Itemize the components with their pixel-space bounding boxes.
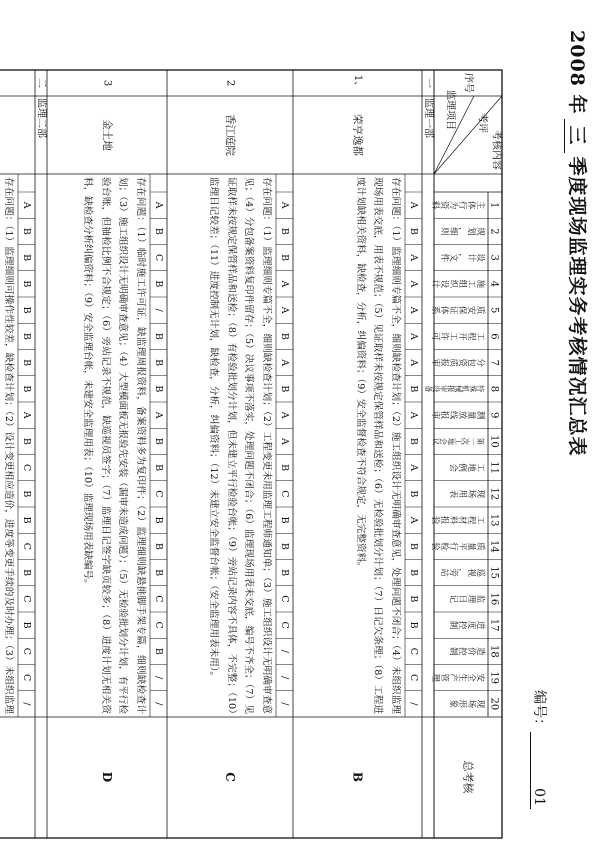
criteria-number: 13 <box>488 513 500 527</box>
grade-cell: C <box>153 490 164 498</box>
grade-cell: B <box>153 227 164 235</box>
grade-cell: C <box>21 542 32 551</box>
grade-cell: / <box>153 702 164 706</box>
grade-cell: B <box>21 306 32 314</box>
grade-cell: B <box>408 595 419 603</box>
project-seq: 3 <box>101 79 113 87</box>
serial-label: 编号： <box>531 690 547 732</box>
grade-cell: A <box>408 516 419 524</box>
project-seq: 2 <box>224 79 236 87</box>
grade-cell: A <box>279 280 290 288</box>
grade-cell: A <box>279 437 290 445</box>
criteria-label: 主体行为资料 <box>430 200 485 210</box>
header-seq: 序号 <box>462 73 474 93</box>
project-name <box>0 114 1 156</box>
grade-cell: B <box>279 516 290 524</box>
project-issues: 存在问题：（1）临时施工许可证，缺监理周报资料，备案资料多为复印件；（2）监理细则缺悬挑脚手架专篇，细则缺检查计划；（3）施工组织设计无明确审查意见；（4）大型模面板无报验先安装（漏审未造成问题）；（5）无检验批划分计划，有平行检验台账，但抽检比例不合规定；（6）旁站记录不规范，缺巡视员签字；（7）监理日记签字缺页较多；（8）进度计划无相关资料，缺检查分析纠偏资料；（9）安全监理台帐，未建安全监理用表；（10）监理现场用表缺编号。 <box>82 177 146 714</box>
criteria-label: 工程开工许可 <box>430 332 485 341</box>
project-name: 荣亨逸都 <box>351 114 364 156</box>
grade-cell: B <box>153 464 164 472</box>
grade-cell: B <box>21 385 32 393</box>
criteria-label: 设计，文件 <box>439 253 485 262</box>
criteria-label: 测量放线报审 <box>430 410 485 420</box>
grade-cell: B <box>21 332 32 340</box>
grade-cell: B <box>279 254 290 262</box>
criteria-label: 第一次工地会议 <box>431 437 485 445</box>
grade-cell: C <box>408 673 419 682</box>
grade-cell: C <box>21 463 32 472</box>
grade-cell: C <box>153 253 164 262</box>
title-year: 2008 年 <box>566 30 588 115</box>
criteria-number: 16 <box>488 592 500 606</box>
grade-cell: / <box>279 649 290 653</box>
criteria-number: 7 <box>488 359 500 366</box>
criteria-label: 工地例会 <box>448 463 485 472</box>
grade-cell: B <box>153 332 164 340</box>
grade-cell: A <box>279 359 290 367</box>
grade-cell: B <box>153 647 164 655</box>
group-roman: 二 <box>35 78 47 88</box>
grade-cell: B <box>408 437 419 445</box>
criteria-number: 19 <box>488 671 500 684</box>
grade-cell: B <box>153 385 164 393</box>
grade-cell: / <box>408 702 419 706</box>
grade-cell: A <box>408 464 419 472</box>
grade-cell: A <box>153 201 164 209</box>
grade-cell: B <box>21 280 32 288</box>
criteria-label: 现场形象 <box>448 699 485 709</box>
project-total: D <box>100 771 114 783</box>
criteria-label: 质安保证体系 <box>430 305 485 315</box>
criteria-number: 4 <box>488 280 500 288</box>
criteria-number: 5 <box>488 306 500 314</box>
grade-cell: B <box>279 542 290 550</box>
project-name: 金土地 <box>101 119 113 151</box>
serial-value: 01 <box>530 732 547 809</box>
criteria-label: 造价控制 <box>448 647 485 656</box>
project-issues: 存在问题：（1）监理细则专篇不全，细则缺检查计划；（2）工程变更未用监理工程师通知单；（3）施工组织设计无明确审查意见；（4）分包备案资料复印件留存；（5）决议事项不落实，处理问题不闭合；（6）监理现场用表未交底，编号不齐全；（7）见证取样未按规定保管样品和送检；（8）有检验批划分计划，但未建立平行检验台帐；（9）旁站记录内容不具体，不完整；（10）监理日记较差；（11）进度控制无计划，缺检查，分析，纠偏资料；（12）未建立安全监督台帐；（安全监理用表未用）。 <box>208 177 272 714</box>
grade-cell: A <box>408 254 419 262</box>
grade-cell: / <box>153 676 164 680</box>
grade-cell: B <box>408 385 419 393</box>
criteria-label: 监理日记 <box>448 594 485 604</box>
grade-cell: C <box>279 595 290 603</box>
criteria-label: 现场用表 <box>448 489 485 499</box>
group-roman: 一 <box>422 78 434 88</box>
grade-cell: A <box>408 332 419 340</box>
grade-cell: B <box>279 227 290 235</box>
criteria-number: 9 <box>488 411 500 419</box>
criteria-number: 6 <box>488 333 500 340</box>
grade-cell: B <box>153 359 164 367</box>
criteria-label: 分包资质报审 <box>430 358 485 367</box>
project-total <box>0 772 1 782</box>
group-name: 监理二部 <box>35 98 47 138</box>
grade-cell: C <box>21 673 32 682</box>
grade-cell: B <box>279 332 290 340</box>
group-name: 监理一部 <box>422 98 434 138</box>
criteria-number: 20 <box>488 697 500 711</box>
grade-cell: B <box>279 569 290 577</box>
criteria-label: 特殊机械报审设备 <box>424 385 485 393</box>
grade-cell: A <box>279 306 290 314</box>
grade-cell: B <box>279 464 290 472</box>
grade-cell: B <box>153 437 164 445</box>
grade-cell: B <box>21 569 32 577</box>
header-total: 总考核 <box>461 760 475 794</box>
header-content: 考核内容 <box>490 130 502 170</box>
grade-cell: B <box>153 569 164 577</box>
grade-cell: / <box>279 676 290 680</box>
criteria-label: 进度控制 <box>448 620 485 630</box>
title-quarter: 三 <box>564 119 592 153</box>
criteria-number: 3 <box>488 254 500 261</box>
grade-cell: B <box>21 254 32 262</box>
project-name: 香江庭院 <box>224 114 236 156</box>
project-total: C <box>223 772 237 782</box>
grade-cell: C <box>21 647 32 656</box>
criteria-number: 14 <box>488 540 500 553</box>
grade-cell: B <box>408 621 419 629</box>
criteria-number: 2 <box>488 228 500 235</box>
header-evaluation: 考评 <box>476 113 488 133</box>
grade-cell: C <box>153 595 164 603</box>
grade-cell: A <box>153 411 164 419</box>
header-project: 监理项目 <box>444 90 456 130</box>
grade-cell: B <box>408 227 419 235</box>
grade-cell: C <box>408 647 419 656</box>
grade-cell: B <box>153 280 164 288</box>
criteria-number: 11 <box>488 461 500 474</box>
grade-cell: B <box>153 542 164 550</box>
grade-cell: B <box>21 621 32 629</box>
project-issues: 存在问题：（1）监理细则专篇不全，细则缺检查计划；（2）施工组织设计无明确审查意见，处理问题不闭合；（4）未组织监理现场用表交底，用表不规范；（5）见证取样未按规定保管样品和送检；（6）无检验批划分计划；（7）日记欠条理；（8）工程进度计划缺相关资料，缺检查，分析，纠偏资料；（9）安全监督检查不符合规定，无完整资料。 <box>354 177 401 714</box>
criteria-number: 15 <box>488 566 500 579</box>
grade-cell: C <box>279 621 290 629</box>
grade-cell: / <box>153 308 164 312</box>
project-issues: 存在问题：（1）监理细则可操作性较差，缺检查计划；（2）设计变更相应造价，进度等变更手续的及时办理；（3）未组织监理 <box>3 177 14 714</box>
grade-cell: A <box>408 201 419 209</box>
grade-cell: A <box>21 411 32 419</box>
grade-cell: B <box>21 490 32 498</box>
project-seq: 1、 <box>352 74 363 92</box>
grade-cell: B <box>408 569 419 577</box>
criteria-number: 10 <box>488 435 500 448</box>
grade-cell: C <box>21 595 32 603</box>
criteria-number: 18 <box>488 645 500 658</box>
grade-cell: B <box>21 516 32 524</box>
grade-cell: B <box>408 490 419 498</box>
grade-cell: A <box>408 359 419 367</box>
grade-cell: B <box>279 385 290 393</box>
grade-cell: B <box>153 516 164 524</box>
criteria-number: 12 <box>488 487 500 501</box>
grade-cell: B <box>21 359 32 367</box>
grade-cell: A <box>408 411 419 419</box>
grade-cell: C <box>279 490 290 498</box>
title-suffix: 季度现场监理实务考核情况汇总表 <box>566 156 588 457</box>
grade-cell: A <box>279 411 290 419</box>
criteria-number: 17 <box>488 618 500 632</box>
criteria-number: 1 <box>488 201 500 209</box>
criteria-label: 质量平行检验 <box>430 542 485 551</box>
grade-cell: A <box>408 306 419 314</box>
criteria-label: 安全生产管理 <box>430 673 485 682</box>
project-total: B <box>350 771 365 783</box>
grade-cell: C <box>153 621 164 629</box>
grade-cell: A <box>279 201 290 209</box>
grade-cell: B <box>21 437 32 445</box>
criteria-label: 规划，细则 <box>439 227 485 236</box>
grade-cell: A <box>21 201 32 209</box>
grade-cell: A <box>408 280 419 288</box>
grade-cell: B <box>408 542 419 550</box>
criteria-label: 施工组织设计 <box>430 279 485 289</box>
criteria-number: 8 <box>488 385 500 393</box>
criteria-label: 巡视，旁站 <box>439 568 485 577</box>
criteria-label: 工程材料报验 <box>430 515 485 525</box>
grade-cell: / <box>279 702 290 706</box>
grade-cell: / <box>21 702 32 706</box>
grade-cell: B <box>21 227 32 235</box>
